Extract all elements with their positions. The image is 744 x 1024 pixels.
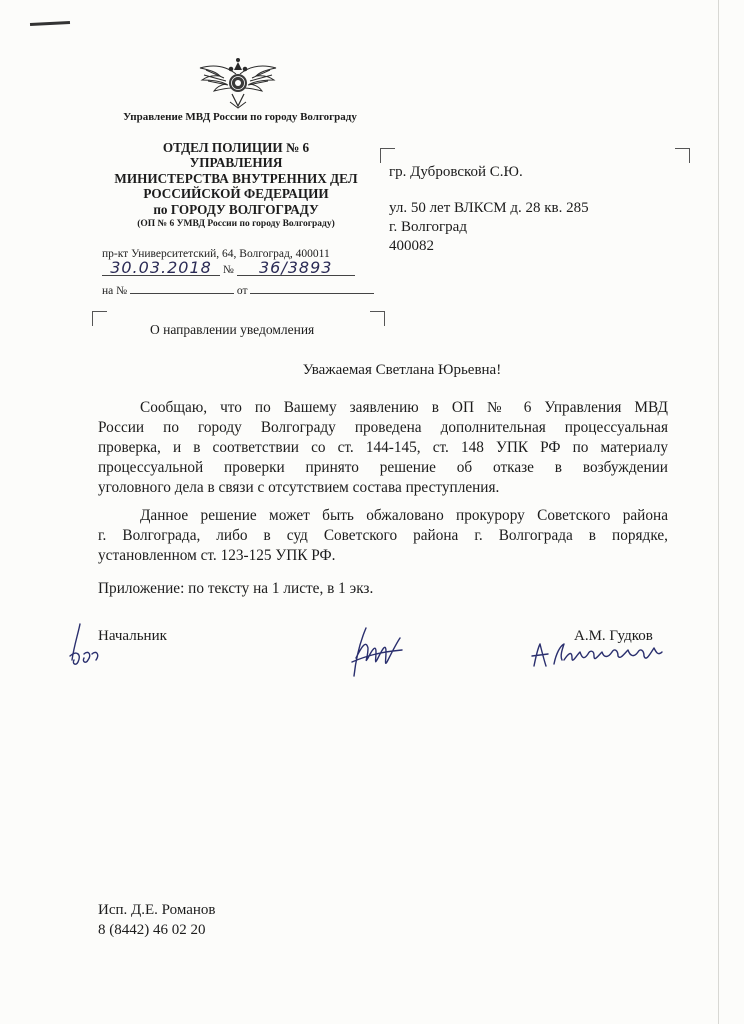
scan-page-edge xyxy=(718,0,719,1024)
paragraph-line: Сообщаю, что по Вашему заявлению в ОП № 6 Управления МВД xyxy=(140,399,668,416)
handwritten-signature xyxy=(346,618,406,684)
reply-to-date-blank xyxy=(250,283,374,294)
department-line: РОССИЙСКОЙ ФЕДЕРАЦИИ xyxy=(143,186,329,202)
recipient-city: г. Волгоград xyxy=(389,219,467,235)
paragraph-line: России по городу Волгограду проведена дополнительная процессуальная xyxy=(98,419,668,436)
paragraph-line: процессуальной проверки принято решение об отказе в возбуждении xyxy=(98,459,668,476)
police-eagle-emblem-icon xyxy=(196,50,280,112)
department-line: УПРАВЛЕНИЯ xyxy=(189,155,283,171)
reply-to-registration xyxy=(102,283,374,297)
paragraph-line: г. Волгограда, либо в суд Советского района г. Волгограда в порядке, xyxy=(98,527,668,544)
paragraph-line: установленном ст. 123-125 УПК РФ. xyxy=(98,547,336,564)
body-paragraph-1 xyxy=(98,398,668,498)
reply-to-date-label: от xyxy=(236,285,248,297)
ministry-header: Управление МВД России по городу Волгограду xyxy=(123,111,357,123)
paragraph-line: Данное решение может быть обжаловано прокурору Советского района xyxy=(140,507,668,524)
address-bracket-top-right xyxy=(675,148,690,163)
subject-bracket-left xyxy=(92,311,107,326)
reply-to-number-blank xyxy=(130,283,234,294)
outgoing-registration xyxy=(102,258,355,277)
address-bracket-top-left xyxy=(380,148,395,163)
recipient-block xyxy=(389,163,589,256)
sender-address: пр-кт Университетский, 64, Волгоград, 400011 xyxy=(102,248,330,260)
recipient-name: гр. Дубровской С.Ю. xyxy=(389,164,523,180)
handwritten-initials xyxy=(66,620,102,668)
subject-bracket-right xyxy=(370,311,385,326)
attachment-note: Приложение: по тексту на 1 листе, в 1 экз. xyxy=(98,580,374,597)
greeting: Уважаемая Светлана Юрьевна! xyxy=(302,362,502,378)
executor-block xyxy=(98,900,216,940)
department-line: МИНИСТЕРСТВА ВНУТРЕННИХ ДЕЛ xyxy=(114,170,358,186)
letter-subject: О направлении уведомления xyxy=(150,322,315,337)
department-line: по ГОРОДУ ВОЛГОГРАДУ xyxy=(153,201,319,217)
recipient-postcode: 400082 xyxy=(389,238,434,254)
body-paragraph-2 xyxy=(98,506,668,566)
number-sign: № xyxy=(222,264,234,276)
recipient-street: ул. 50 лет ВЛКСМ д. 28 кв. 285 xyxy=(389,200,589,216)
paragraph-line: проверка, и в соответствии со ст. 144-145, ст. 148 УПК РФ по материалу xyxy=(98,439,668,456)
signatory-name: А.М. Гудков xyxy=(574,628,653,644)
department-line: ОТДЕЛ ПОЛИЦИИ № 6 xyxy=(162,140,310,155)
paragraph-line: уголовного дела в связи с отсутствием состава преступления. xyxy=(98,479,500,496)
department-block xyxy=(60,140,412,232)
department-short-name: (ОП № 6 УМВД России по городу Волгограду) xyxy=(137,219,335,230)
outgoing-number: 36/3893 xyxy=(237,261,355,276)
handwritten-name xyxy=(528,636,668,672)
executor-phone: 8 (8442) 46 02 20 xyxy=(98,922,206,938)
reply-to-number-label: на № xyxy=(102,285,128,297)
outgoing-date: 30.03.2018 xyxy=(102,261,220,276)
signatory-title: Начальник xyxy=(98,628,167,644)
executor-name: Исп. Д.Е. Романов xyxy=(98,902,216,918)
scan-mark xyxy=(30,21,70,26)
